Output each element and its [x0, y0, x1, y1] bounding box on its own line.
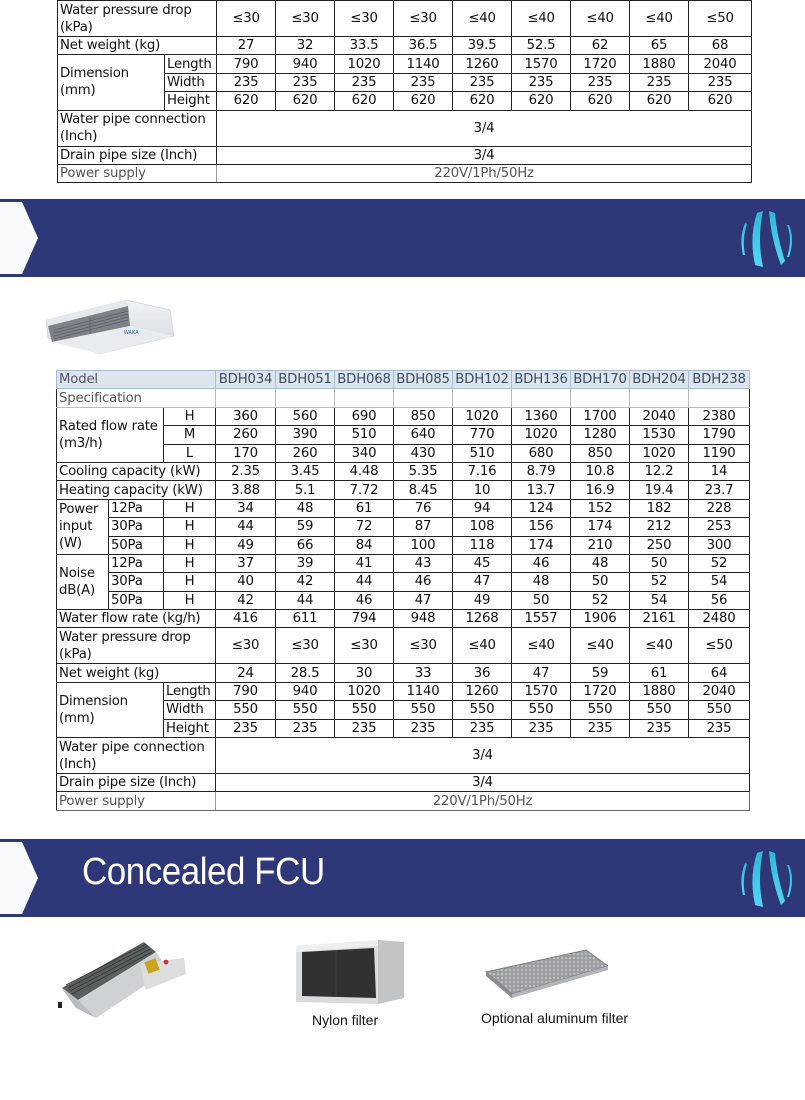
- cell-merged: 220V/1Ph/50Hz: [217, 164, 752, 182]
- cell: 770: [453, 426, 512, 444]
- cell: 48: [276, 499, 335, 517]
- cell: 27: [217, 37, 276, 55]
- cell: 1140: [394, 55, 453, 73]
- cell: 39.5: [453, 37, 512, 55]
- cell: 620: [394, 92, 453, 110]
- cell: ≤40: [571, 1, 630, 37]
- cell: 19.4: [630, 481, 689, 499]
- row-label: Cooling capacity (kW): [57, 462, 216, 480]
- cell: 52: [689, 554, 750, 572]
- chevron-right-shape-icon: [0, 202, 38, 274]
- cell: ≤40: [512, 1, 571, 37]
- sub-label: Width: [164, 701, 216, 719]
- sub-label: Width: [165, 73, 217, 91]
- cell: 360: [216, 407, 276, 425]
- cell: 260: [276, 444, 335, 462]
- pressure-label: 12Pa: [109, 554, 164, 572]
- cell: 850: [394, 407, 453, 425]
- cell: 235: [571, 73, 630, 91]
- cell: 300: [689, 536, 750, 554]
- cell: ≤30: [276, 628, 335, 664]
- row-label: Rated flow rate (m3/h): [57, 407, 164, 462]
- cell: 32: [276, 37, 335, 55]
- row-label: Water pipe connection (Inch): [57, 738, 216, 774]
- cell: 620: [335, 92, 394, 110]
- cell: 228: [689, 499, 750, 517]
- cell: 550: [394, 701, 453, 719]
- cell: ≤40: [453, 1, 512, 37]
- cell: 48: [571, 554, 630, 572]
- cell: 212: [630, 518, 689, 536]
- row-dimension-length: [58, 55, 752, 73]
- row-label: Net weight (kg): [57, 664, 216, 682]
- cell: 23.7: [689, 481, 750, 499]
- cell: 560: [276, 407, 335, 425]
- column-header: BDH204: [630, 371, 689, 389]
- row-label: Drain pipe size (Inch): [58, 146, 217, 164]
- cell: 510: [453, 444, 512, 462]
- cell: 50: [512, 591, 571, 609]
- speed-label: M: [164, 426, 216, 444]
- globe-stripes-logo-icon: [735, 845, 797, 911]
- cell: 1190: [689, 444, 750, 462]
- cell: 49: [216, 536, 276, 554]
- cell: ≤50: [689, 1, 752, 37]
- column-header: BDH102: [453, 371, 512, 389]
- cell: 620: [453, 92, 512, 110]
- pressure-label: 50Pa: [109, 536, 164, 554]
- cell: 41: [335, 554, 394, 572]
- cell: 66: [276, 536, 335, 554]
- row-label: Power supply: [58, 164, 217, 182]
- cell: 1790: [689, 426, 750, 444]
- cell: 5.35: [394, 462, 453, 480]
- cell: 44: [276, 591, 335, 609]
- row-power-supply: [57, 792, 750, 810]
- cell: 235: [630, 719, 689, 737]
- row-label: Water pressure drop (kPa): [57, 628, 216, 664]
- row-label: Drain pipe size (Inch): [57, 774, 216, 792]
- cell: 1557: [512, 610, 571, 628]
- cell: 94: [453, 499, 512, 517]
- cell: 1140: [394, 682, 453, 700]
- cell: 76: [394, 499, 453, 517]
- cell: 235: [216, 719, 276, 737]
- cell: 250: [630, 536, 689, 554]
- cell: 174: [571, 518, 630, 536]
- svg-text:WAKA: WAKA: [124, 330, 139, 336]
- pressure-label: 30Pa: [109, 518, 164, 536]
- cell: 550: [335, 701, 394, 719]
- cell: 1268: [453, 610, 512, 628]
- cell: 430: [394, 444, 453, 462]
- cell: 611: [276, 610, 335, 628]
- cell: 39: [276, 554, 335, 572]
- cell: 124: [512, 499, 571, 517]
- row-water-pipe-connection: [57, 738, 750, 774]
- cell: 100: [394, 536, 453, 554]
- section-banner: [0, 199, 805, 277]
- cell: 7.72: [335, 481, 394, 499]
- row-label: Water pressure drop (kPa): [58, 1, 217, 37]
- cell: 1880: [630, 682, 689, 700]
- cell: 640: [394, 426, 453, 444]
- row-specification: [57, 389, 750, 407]
- cell-merged: 220V/1Ph/50Hz: [216, 792, 750, 810]
- row-label: Net weight (kg): [58, 37, 217, 55]
- cell: 13.7: [512, 481, 571, 499]
- cell: 340: [335, 444, 394, 462]
- sub-label: Height: [165, 92, 217, 110]
- cell: 550: [276, 701, 335, 719]
- speed-label: H: [164, 573, 216, 591]
- row-power-input-12pa: [57, 499, 750, 517]
- speed-label: H: [164, 536, 216, 554]
- cell: 68: [689, 37, 752, 55]
- row-heating-capacity: [57, 481, 750, 499]
- cell: 550: [630, 701, 689, 719]
- speed-label: H: [164, 518, 216, 536]
- cell: 235: [276, 719, 335, 737]
- cell: 44: [216, 518, 276, 536]
- cell: 235: [453, 719, 512, 737]
- cell: 1260: [453, 682, 512, 700]
- cell: 170: [216, 444, 276, 462]
- sub-label: Height: [164, 719, 216, 737]
- cell: 2480: [689, 610, 750, 628]
- cell: 550: [216, 701, 276, 719]
- cell: 52.5: [512, 37, 571, 55]
- column-header: BDH068: [335, 371, 394, 389]
- banner-title: Concealed FCU: [82, 851, 325, 893]
- row-drain-pipe-size: [57, 774, 750, 792]
- cell: 1570: [512, 55, 571, 73]
- row-net-weight: [57, 664, 750, 682]
- row-power-input-50pa: [57, 536, 750, 554]
- cell: 510: [335, 426, 394, 444]
- cell: 235: [276, 73, 335, 91]
- cell: ≤30: [335, 628, 394, 664]
- cell: 42: [276, 573, 335, 591]
- cell: 253: [689, 518, 750, 536]
- cell: ≤50: [689, 628, 750, 664]
- cell: 43: [394, 554, 453, 572]
- pressure-label: 12Pa: [109, 499, 164, 517]
- cell: 1720: [571, 682, 630, 700]
- cell: 52: [630, 573, 689, 591]
- cell: 690: [335, 407, 394, 425]
- spec-table: [56, 370, 750, 811]
- row-power-supply: [58, 164, 752, 182]
- cell: 620: [276, 92, 335, 110]
- cell: 16.9: [571, 481, 630, 499]
- row-cooling-capacity: [57, 462, 750, 480]
- aluminum-filter-image: [484, 948, 608, 1000]
- row-model-header: [57, 371, 750, 389]
- sub-label: Length: [165, 55, 217, 73]
- cell: ≤30: [217, 1, 276, 37]
- cell: 174: [512, 536, 571, 554]
- cell: 416: [216, 610, 276, 628]
- cell: 52: [571, 591, 630, 609]
- cell: 235: [689, 73, 752, 91]
- speed-label: H: [164, 407, 216, 425]
- cell: 46: [512, 554, 571, 572]
- row-drain-pipe-size: [58, 146, 752, 164]
- cell-merged: 3/4: [217, 146, 752, 164]
- cell: 235: [512, 719, 571, 737]
- cell: 24: [216, 664, 276, 682]
- cell: 940: [276, 682, 335, 700]
- speed-label: H: [164, 591, 216, 609]
- cell: 182: [630, 499, 689, 517]
- cell: 235: [571, 719, 630, 737]
- row-water-flow-rate: [57, 610, 750, 628]
- row-rated-flow-h: [57, 407, 750, 425]
- cell: 620: [571, 92, 630, 110]
- cell: 46: [335, 591, 394, 609]
- row-water-pressure-drop: [58, 1, 752, 37]
- cell: 1020: [630, 444, 689, 462]
- cell: 49: [453, 591, 512, 609]
- cell: 3.45: [276, 462, 335, 480]
- cell: 235: [453, 73, 512, 91]
- column-header: BDH238: [689, 371, 750, 389]
- cell: 1360: [512, 407, 571, 425]
- cell: 1020: [512, 426, 571, 444]
- cell: 235: [630, 73, 689, 91]
- cell: 794: [335, 610, 394, 628]
- cell: 235: [394, 73, 453, 91]
- cell: 47: [394, 591, 453, 609]
- cell: ≤30: [216, 628, 276, 664]
- concealed-fcu-unit-image: [56, 930, 188, 1022]
- cell: 65: [630, 37, 689, 55]
- cell: 1720: [571, 55, 630, 73]
- cell: 550: [453, 701, 512, 719]
- cell: 790: [217, 55, 276, 73]
- cell: 3.88: [216, 481, 276, 499]
- row-label: Dimension (mm): [58, 55, 165, 110]
- cell: 260: [216, 426, 276, 444]
- cell: 235: [512, 73, 571, 91]
- cell: 64: [689, 664, 750, 682]
- cell: 235: [217, 73, 276, 91]
- column-header: BDH085: [394, 371, 453, 389]
- cell-merged: 3/4: [217, 110, 752, 146]
- cell: 2380: [689, 407, 750, 425]
- row-power-input-30pa: [57, 518, 750, 536]
- globe-stripes-logo-icon: [735, 205, 797, 271]
- cell: 235: [335, 73, 394, 91]
- cell: 37: [216, 554, 276, 572]
- speed-label: H: [164, 554, 216, 572]
- cell: 45: [453, 554, 512, 572]
- cell: 47: [512, 664, 571, 682]
- cell: 156: [512, 518, 571, 536]
- cell: ≤30: [394, 628, 453, 664]
- row-noise-30pa: [57, 573, 750, 591]
- cell: 2040: [689, 682, 750, 700]
- speed-label: L: [164, 444, 216, 462]
- cell: ≤40: [453, 628, 512, 664]
- cell: 210: [571, 536, 630, 554]
- speed-label: H: [164, 499, 216, 517]
- cell: 2040: [689, 55, 752, 73]
- cell: 850: [571, 444, 630, 462]
- cell: 1570: [512, 682, 571, 700]
- column-header: BDH136: [512, 371, 571, 389]
- cell: 59: [276, 518, 335, 536]
- cell: 47: [453, 573, 512, 591]
- cell: ≤30: [335, 1, 394, 37]
- sub-label: Length: [164, 682, 216, 700]
- cell: 118: [453, 536, 512, 554]
- row-net-weight: [58, 37, 752, 55]
- cell: 390: [276, 426, 335, 444]
- row-water-pressure-drop: [57, 628, 750, 664]
- cell: 33.5: [335, 37, 394, 55]
- cell: 8.79: [512, 462, 571, 480]
- cell: 54: [689, 573, 750, 591]
- cell: ≤40: [571, 628, 630, 664]
- nylon-filter-caption: Nylon filter: [312, 1012, 379, 1028]
- row-label: Power supply: [57, 792, 216, 810]
- cell: 61: [630, 664, 689, 682]
- chevron-right-shape-icon: [0, 842, 38, 914]
- pressure-label: 30Pa: [109, 573, 164, 591]
- cell: 550: [571, 701, 630, 719]
- nylon-filter-image: [296, 940, 404, 1008]
- specification-label: Specification: [57, 389, 216, 407]
- cell: ≤30: [394, 1, 453, 37]
- cell: 56: [689, 591, 750, 609]
- row-label: Water flow rate (kg/h): [57, 610, 216, 628]
- cell: 54: [630, 591, 689, 609]
- cell: 28.5: [276, 664, 335, 682]
- cell: 62: [571, 37, 630, 55]
- spec-table-continued: [57, 0, 752, 183]
- cell: 620: [689, 92, 752, 110]
- cell: 59: [571, 664, 630, 682]
- cell: 152: [571, 499, 630, 517]
- cell: 620: [630, 92, 689, 110]
- cell: ≤40: [630, 628, 689, 664]
- cell: 36.5: [394, 37, 453, 55]
- cell: 46: [394, 573, 453, 591]
- cell: 33: [394, 664, 453, 682]
- cell: 30: [335, 664, 394, 682]
- cell: ≤40: [630, 1, 689, 37]
- cell: 42: [216, 591, 276, 609]
- cell: ≤30: [276, 1, 335, 37]
- cell: 790: [216, 682, 276, 700]
- cell: 2040: [630, 407, 689, 425]
- cell: 2161: [630, 610, 689, 628]
- aluminum-filter-caption: Optional aluminum filter: [481, 1010, 629, 1026]
- cell: 235: [394, 719, 453, 737]
- cell: 1530: [630, 426, 689, 444]
- cell: 36: [453, 664, 512, 682]
- cell: 1020: [453, 407, 512, 425]
- cell: 620: [512, 92, 571, 110]
- cell: 50: [630, 554, 689, 572]
- cell: 4.48: [335, 462, 394, 480]
- cell: 940: [276, 55, 335, 73]
- row-label: Noise dB(A): [57, 554, 109, 609]
- cell: 235: [689, 719, 750, 737]
- cell: 2.35: [216, 462, 276, 480]
- row-noise-50pa: [57, 591, 750, 609]
- cell: 550: [512, 701, 571, 719]
- cell: 34: [216, 499, 276, 517]
- column-header: BDH170: [571, 371, 630, 389]
- cell: 50: [571, 573, 630, 591]
- row-label: Heating capacity (kW): [57, 481, 216, 499]
- cell: 1880: [630, 55, 689, 73]
- cell: 5.1: [276, 481, 335, 499]
- section-banner-concealed-fcu: [0, 839, 805, 917]
- cell: 680: [512, 444, 571, 462]
- column-header: BDH034: [216, 371, 276, 389]
- cell: 1280: [571, 426, 630, 444]
- cell: 84: [335, 536, 394, 554]
- cell: 8.45: [394, 481, 453, 499]
- row-water-pipe-connection: [58, 110, 752, 146]
- row-label: Dimension (mm): [57, 682, 164, 737]
- cell: 72: [335, 518, 394, 536]
- cell: 1906: [571, 610, 630, 628]
- cell: 1260: [453, 55, 512, 73]
- cell: 48: [512, 573, 571, 591]
- cell: 40: [216, 573, 276, 591]
- row-label: Power input (W): [57, 499, 109, 554]
- ceiling-fcu-unit-image: [44, 292, 176, 356]
- cell-merged: 3/4: [216, 738, 750, 774]
- pressure-label: 50Pa: [109, 591, 164, 609]
- column-header: BDH051: [276, 371, 335, 389]
- cell: 14: [689, 462, 750, 480]
- row-dimension-length: [57, 682, 750, 700]
- cell: 61: [335, 499, 394, 517]
- cell: 1020: [335, 682, 394, 700]
- cell: 10.8: [571, 462, 630, 480]
- row-label: Water pipe connection (Inch): [58, 110, 217, 146]
- cell: ≤40: [512, 628, 571, 664]
- cell: 1020: [335, 55, 394, 73]
- cell: 12.2: [630, 462, 689, 480]
- cell: 235: [335, 719, 394, 737]
- cell: 620: [217, 92, 276, 110]
- cell: 44: [335, 573, 394, 591]
- cell: 550: [689, 701, 750, 719]
- cell: 10: [453, 481, 512, 499]
- cell: 1700: [571, 407, 630, 425]
- cell: 108: [453, 518, 512, 536]
- cell-merged: 3/4: [216, 774, 750, 792]
- row-noise-12pa: [57, 554, 750, 572]
- model-label: Model: [57, 371, 216, 389]
- cell: 948: [394, 610, 453, 628]
- cell: 7.16: [453, 462, 512, 480]
- cell: 87: [394, 518, 453, 536]
